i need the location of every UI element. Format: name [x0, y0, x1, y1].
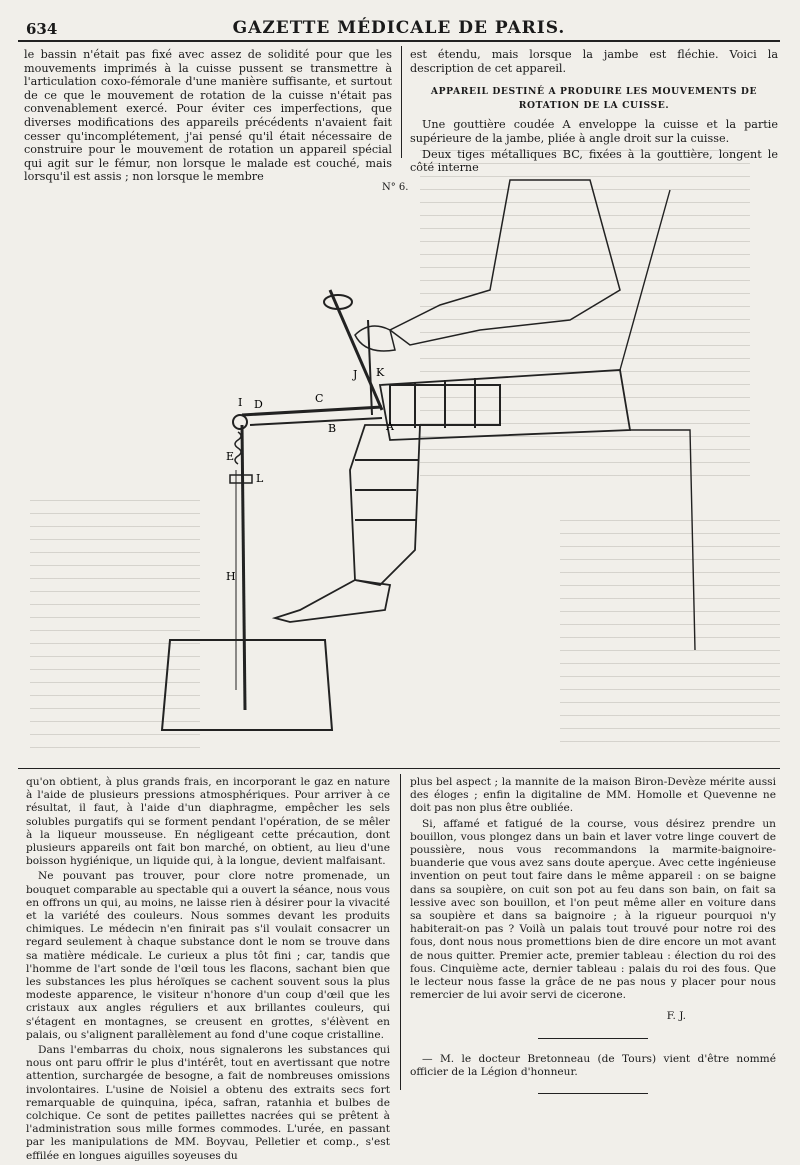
- horizontal-rod: [242, 407, 382, 415]
- news-note: — M. le docteur Bretonneau (de Tours) vient d'être nommé officier de la Légion d'honneur.: [410, 1052, 776, 1078]
- foot: [275, 580, 390, 622]
- arm-sleeve: [390, 180, 620, 345]
- thigh: [380, 370, 630, 440]
- paragraph: Une gouttière coudée A enveloppe la cuisse et la partie supérieure de la jambe, pliée à angle droit sur la cuisse.: [410, 118, 778, 145]
- short-divider: [538, 1093, 648, 1094]
- figure-caption: N° 6.: [382, 182, 409, 193]
- pulley: [233, 415, 247, 429]
- paragraph: Si, affamé et fatigué de la course, vous désirez prendre un bouillon, vous plongez dans un bain et laver votre linge couvert de poussière, nous vous recommandons la marmite-baignoire-buanderie que vous avez sans doute aperçue. Avec cette ingénieuse invention on peut tout faire dans le même appareil : on se baigne dans sa soupière, on cuit son pot au feu dans son bain, on fait sa lessive avec son bouillon, et l'on peut même aller en voiture dans sa soupière et dans sa baignoire ; à la rigueur pourquoi n'y habiterait-on pas ? Voilà un palais tout trouvé pour notre roi des fous, dont nous nous promettions bien de dire encore un mot avant de nous quitter. Premier acte, premier tableau : élection du roi des fous. Cinquième acte, dernier tableau : palais du roi des fous. Que le lecteur nous fasse la grâce de ne pas nous y placer pour nous remercier de lui avoir servi de cicerone.: [410, 817, 776, 1002]
- fig-label-i: I: [238, 396, 243, 409]
- paragraph: le bassin n'était pas fixé avec assez de solidité pour que les mouvements imprimés à la cuisse pussent se transmettre à l'articulation coxo-fémorale d'une manière suffisante, et surtout de ce que le mouvement de rotation de la cuisse n'était pas convenablement exercé. Pour éviter ces imperfections, que diverses modifications des appareils précédents n'avaient fait cesser qu'incomplétement, j'ai pensé qu'il était nécessaire de construire pour le mouvement de rotation un appareil spécial qui agit sur le fémur, non lorsque le malade est couché, mais lorsqu'il est assis ; non lorsque le membre: [24, 48, 392, 184]
- chair-leg: [620, 190, 695, 650]
- hand: [355, 326, 395, 351]
- section-divider: [18, 768, 780, 769]
- fig-label-b: B: [328, 422, 337, 435]
- top-right-column: [410, 48, 778, 177]
- column-divider: [401, 46, 402, 158]
- figure: [150, 170, 750, 760]
- fig-label-d: D: [254, 398, 263, 411]
- fig-label-l: L: [256, 472, 264, 485]
- author-signature: F. J.: [666, 1010, 686, 1023]
- fig-label-c: C: [315, 392, 324, 405]
- rotation-apparatus-illustration: [150, 170, 750, 760]
- fig-label-a: A: [386, 420, 394, 433]
- short-divider: [538, 1038, 648, 1039]
- column-divider: [400, 774, 401, 1090]
- fig-label-j: J: [353, 368, 358, 381]
- vertical-rod: [242, 425, 245, 710]
- fig-label-k: K: [376, 366, 385, 379]
- paragraph: est étendu, mais lorsque la jambe est fléchie. Voici la description de cet appareil.: [410, 48, 778, 75]
- page-header: [18, 18, 780, 42]
- paragraph: Deux tiges métalliques BC, fixées à la gouttière, longent le côté interne: [410, 147, 778, 175]
- fig-label-e: E: [226, 450, 235, 463]
- bottom-left-column: [26, 776, 390, 1165]
- base-board: [162, 640, 332, 730]
- top-left-column: [24, 48, 392, 186]
- paragraph: plus bel aspect ; la mannite de la maison Biron-Devèze mérite aussi des éloges ; enfin la digitaline de MM. Homolle et Quevenne ne doit pas non plus être oubliée.: [410, 776, 776, 815]
- paragraph: Dans l'embarras du choix, nous signalerons les substances qui nous ont paru offrir le plus d'intérêt, tout en avertissant que notre attention, surchargée de besogne, a fait de nombreuses omissions involontaires. L'usine de Noisiel a obtenu des extraits secs fort remarquable de quinquina, ipéca, safran, ratanhia et bulbes de colchique. Ce sont de petites paillettes nacrées qui se prêtent à l'administration sous mille formes commodes. L'urée, en passant par les manipulations de MM. Boyvau, Pelletier et comp., s'est effilée en longues aiguilles soyeuses du: [26, 1044, 390, 1162]
- bottom-right-column: [410, 776, 776, 1108]
- lower-leg: [350, 425, 420, 585]
- paragraph: qu'on obtient, à plus grands frais, en incorporant le gaz en nature à l'aide de plusieurs pressions atmosphériques. Pour arriver à ce résultat, il faut, à l'aide d'un diaphragme, empêcher les sels solubles purgatifs qui se forment pendant l'opération, de se mêler à la liqueur mousseuse. En négligeant cette précaution, dont plusieurs appareils ont fait bon marché, on obtient, au lieu d'une boisson hygiénique, un liquide qui, à la longue, devient malfaisant.: [26, 776, 390, 868]
- page-number: 634: [26, 20, 58, 38]
- spring: [235, 432, 241, 464]
- paragraph: Ne pouvant pas trouver, pour clore notre promenade, un bouquet comparable au spectable qui a ouvert la séance, nous vous en offrons un qui, au moins, ne laisse rien à désirer pour la vivacité et la variété des couleurs. Nous sommes devant les produits chimiques. Le médecin n'en finirait pas s'il voulait consacrer un regard seulement à chaque substance dont le nom se trouve dans sa matière médicale. Le curieux a plus tôt fini ; car, tandis que l'homme de l'art sonde de l'œil tous les flacons, sachant bien que les substances les plus héroïques se cachent souvent sous la plus modeste apparence, le visiteur n'honore d'un coup d'œil que les cristaux aux angles réguliers et aux brillantes couleurs, qui s'étagent en montagnes, se creusent en grottes, s'élèvent en palais, ou s'alignent parallèlement au fond d'une coque cristalline.: [26, 870, 390, 1041]
- rod-clamp: [230, 475, 252, 483]
- newspaper-title: GAZETTE MÉDICALE DE PARIS.: [232, 18, 566, 38]
- fig-label-h: H: [226, 570, 236, 583]
- section-heading: APPAREIL DESTINÉ A PRODUIRE LES MOUVEMENTS DE ROTATION DE LA CUISSE.: [430, 86, 758, 111]
